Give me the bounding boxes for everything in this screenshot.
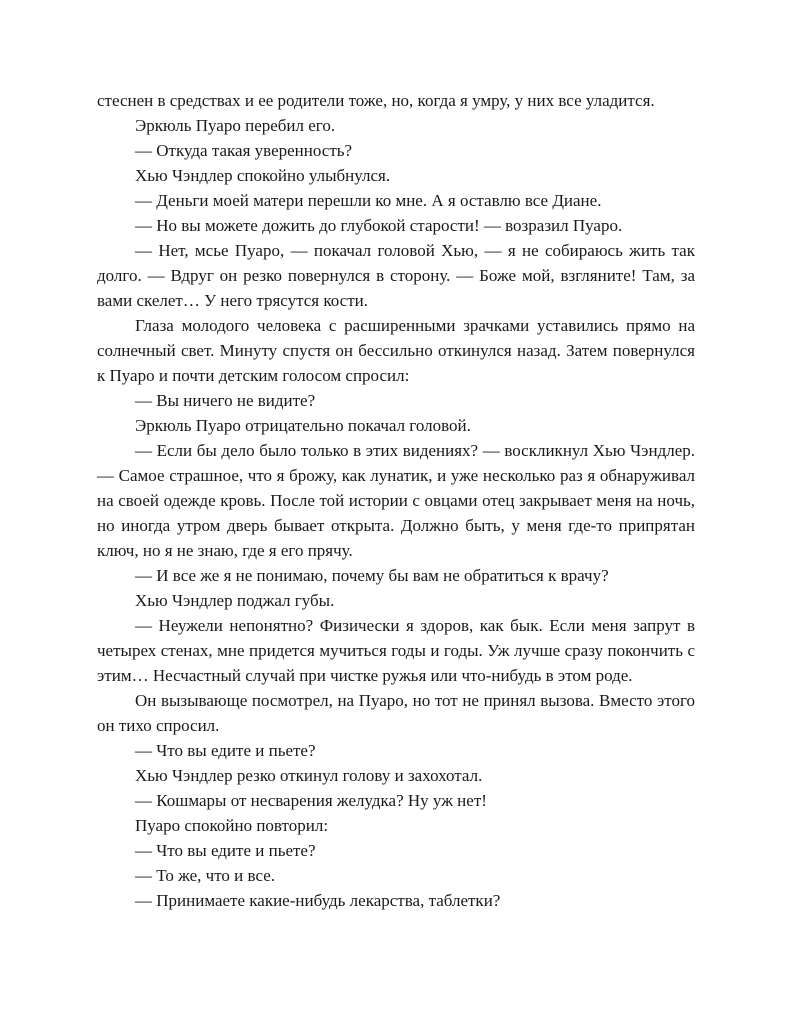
paragraph: — Неужели непонятно? Физически я здоров, как бык. Если меня запрут в четырех стенах, мне придется мучиться годы и годы. Уж лучше сразу покончить с этим… Несчастный случай при чистке ружья или что-нибудь в этом роде. <box>97 616 695 685</box>
paragraph: Хью Чэндлер спокойно улыбнулся. <box>135 166 391 185</box>
paragraph: Эркюль Пуаро перебил его. <box>135 116 336 135</box>
paragraph: Хью Чэндлер резко откинул голову и захохотал. <box>135 766 483 785</box>
paragraph: Пуаро спокойно повторил: <box>135 816 329 835</box>
paragraph: Эркюль Пуаро отрицательно покачал головой. <box>135 416 471 435</box>
paragraph: — Нет, мсье Пуаро, — покачал головой Хью, — я не собираюсь жить так долго. — Вдруг он резко повернулся в сторону. — Боже мой, взгляните! Там, за вами скелет… У него трясутся кости. <box>97 241 695 310</box>
paragraph: Глаза молодого человека с расширенными зрачками уставились прямо на солнечный свет. Минуту спустя он бессильно откинулся назад. Затем повернулся к Пуаро и почти детским голосом спросил: <box>97 316 695 385</box>
paragraph: — Деньги моей матери перешли ко мне. А я оставлю все Диане. <box>135 191 602 210</box>
paragraph: — И все же я не понимаю, почему бы вам не обратиться к врачу? <box>135 566 609 585</box>
paragraph: — Что вы едите и пьете? <box>135 741 316 760</box>
paragraph: Он вызывающе посмотрел, на Пуаро, но тот не принял вызова. Вместо этого он тихо спросил. <box>97 691 695 735</box>
paragraph: — Но вы можете дожить до глубокой старости! — возразил Пуаро. <box>135 216 623 235</box>
paragraph: — Если бы дело было только в этих видениях? — воскликнул Хью Чэндлер. — Самое страшное, что я брожу, как лунатик, и уже несколько раз я обнаруживал на своей одежде кровь. После той истории с овцами отец закрывает меня на ночь, но иногда утром дверь бывает открыта. Должно быть, у меня где-то припрятан ключ, но я не знаю, где я его прячу. <box>97 441 695 560</box>
paragraph: — Принимаете какие-нибудь лекарства, таблетки? <box>135 891 501 910</box>
paragraph: — Что вы едите и пьете? <box>135 841 316 860</box>
paragraph: — То же, что и все. <box>135 866 276 885</box>
paragraph: Хью Чэндлер поджал губы. <box>135 591 335 610</box>
text-block <box>97 88 695 913</box>
paragraph: — Вы ничего не видите? <box>135 391 316 410</box>
paragraph: стеснен в средствах и ее родители тоже, но, когда я умру, у них все уладится. <box>97 91 655 110</box>
paragraph: — Кошмары от несварения желудка? Ну уж нет! <box>135 791 487 810</box>
paragraph: — Откуда такая уверенность? <box>135 141 353 160</box>
